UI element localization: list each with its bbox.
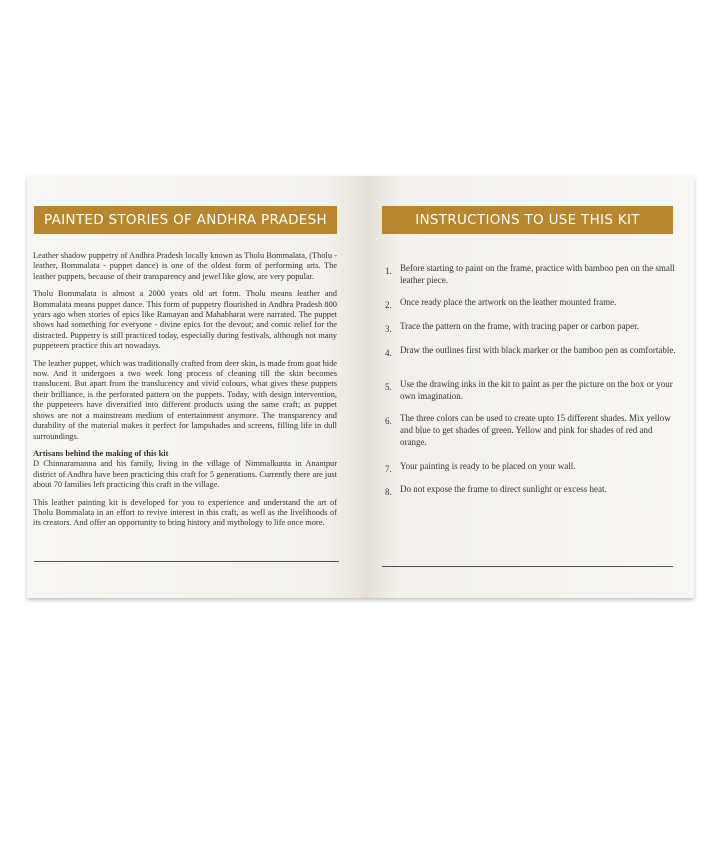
intro-paragraph: Leather shadow puppetry of Andhra Pradesh locally known as Tholu Bommalata, (Tholu - leather, Bommalata - puppet dance) is one of the oldest form of performing arts. The leather puppets, because of their transparency and jewel like glow, are very popular.	[33, 251, 337, 281]
left-page	[27, 176, 365, 598]
left-page-title: PAINTED STORIES OF ANDHRA PRADESH	[34, 206, 337, 234]
booklet	[27, 176, 694, 598]
history-paragraph: Tholu Bommalata is almost a 2000 years old art form. Tholu means leather and Bommalata means puppet dance. This form of puppetry flourished in Andhra Pradesh 800 years ago when stories of epics like Ramayan and Mahabharat were narrated. The puppet shows had something for everyone - divine epics for the devout; and comic relief for the distracted. Puppetry is still practiced today, especially during festivals, although not many puppeteers practice this art nowadays.	[33, 289, 337, 351]
left-page-body	[33, 251, 337, 536]
craft-paragraph: The leather puppet, which was traditionally crafted from deer skin, is made from goat hide now. And it undergoes a two week long process of cleaning till the skin becomes translucent. But apart from the translucency and vivid colours, what gives these puppets their brilliance, is the perforated pattern on the puppets. Today, with design intervention, the puppeteers have diversified into different products using the same craft; as puppet shows are not a mainstream medium of entertainment anymore. The transparency and durability of the material makes it perfect for lampshades and screens, filling life in dull surroundings.	[33, 358, 337, 441]
right-page: INSTRUCTIONS TO USE THIS KIT 1. Before starting to paint on the frame, practice with bamboo pen on the small leather piece. 2. Once ready place the artwork on the leather mounted frame. 3. Trace the pattern on the frame, with tracing paper or carbon paper. 4. Draw the outlines first with black marker or the bamboo pen as comfortable. 5. Use the drawing inks in the kit to paint as per the picture on the box or your own imagination. 6. The three colors can be used to create upto 15 different shades. Mix yellow and blue to get shades of green. Yellow and pink for shades of red and orange. 7. Your painting is ready to be placed on your wall. 8. Do not expose the frame to direct sunlight or excess heat.	[365, 176, 694, 598]
left-divider	[34, 561, 339, 562]
right-page-title: INSTRUCTIONS TO USE THIS KIT	[382, 206, 673, 234]
kit-paragraph: This leather painting kit is developed for you to experience and understand the art of Tholu Bommalata in an effort to revive interest in this craft, as well as the livelihoods of its creators. And offer an opportunity to bring history and mythology to life once more.	[33, 497, 337, 528]
right-divider	[382, 566, 673, 567]
artisans-subheading: Artisans behind the making of this kit	[33, 448, 169, 458]
artisans-paragraph: D Chinnaramanna and his family, living in the village of Nimmalkunta in Anantpur district of Andhra have been practicing this craft for 5 generations. Currently there are just about 70 families left practicing this craft in the village.	[33, 459, 337, 490]
